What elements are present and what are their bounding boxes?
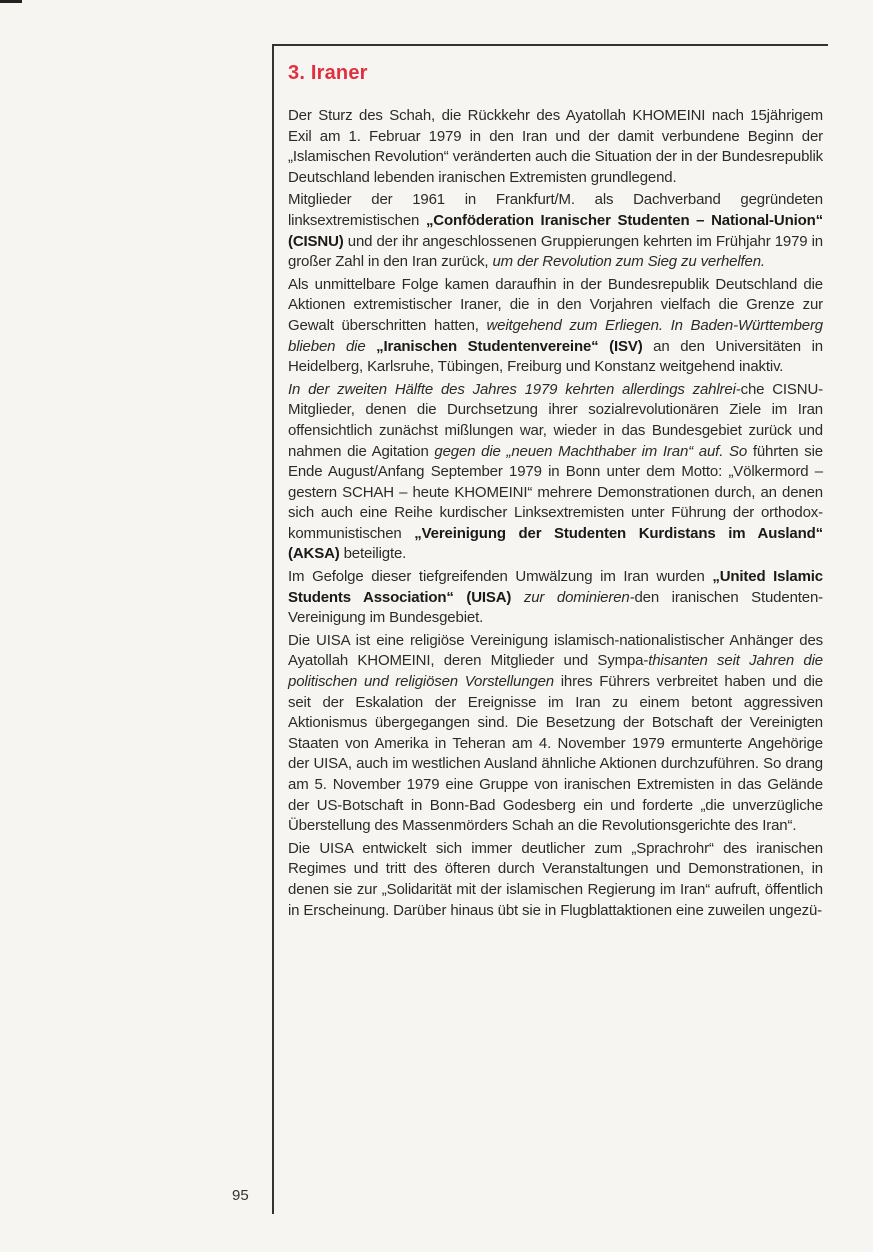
- paragraph: [288, 106, 823, 188]
- text-run: Der Sturz des Schah, die Rückkehr des Ayatollah KHOMEINI nach 15jährigem Exil am 1. Februar 1979 in den Iran und der damit verbundene Beginn der „Islamischen Revolution“ veränderten auch die Situation der in der Bundesrepublik Deutschland lebenden iranischen Extremisten grundlegend.: [288, 107, 823, 186]
- italic-text: weitgehend zum Erliegen. In Baden-Württemberg blieben die: [288, 316, 823, 355]
- page-content: [288, 62, 823, 923]
- text-run: che CISNU-Mitglieder, denen die Durchsetzung ihrer sozialrevolutionären Ziele im Iran offensichtlich zunächst mißlungen war, wieder in das Bundesgebiet zurück und nahmen die Agitation: [288, 380, 823, 460]
- text-run: führten sie Ende August/Anfang September 1979 in Bonn unter dem Motto: „Völkermord – gestern SCHAH – heute KHOMEINI“ mehrere Demonstrationen durch, an denen sich auch eine Reihe kurdischer Linksextremisten unter Führung der orthodox-kommunistischen: [288, 442, 823, 542]
- italic-text: In der zweiten Hälfte des Jahres 1979 kehrten allerdings zahlrei-: [288, 380, 741, 398]
- paragraph: [288, 631, 823, 837]
- section-heading: 3. Iraner: [288, 62, 368, 84]
- bold-term: „Vereinigung der Studenten Kurdistans im Ausland“ (AKSA): [288, 524, 823, 563]
- paragraph: [288, 190, 823, 272]
- italic-text: um der Revolution zum Sieg zu verhelfen.: [492, 253, 765, 271]
- paragraph: [288, 567, 823, 629]
- page-number: 95: [232, 1187, 249, 1204]
- text-run: [511, 589, 524, 606]
- italic-text: gegen die „neuen Machthaber im Iran“ auf. So: [434, 442, 748, 460]
- text-run: beteiligte.: [339, 545, 407, 563]
- paragraph: [288, 380, 823, 565]
- text-run: Im Gefolge dieser tiefgreifenden Umwälzung im Iran wurden: [288, 568, 713, 586]
- text-run: Als unmittelbare Folge kamen daraufhin in der Bundesrepublik Deutschland die Aktionen extremistischer Iraner, die in den Vorjahren vielfach die Grenze zur Gewalt überschritten hatten,: [288, 275, 823, 334]
- bold-term: „Iranischen Studentenvereine“ (ISV): [376, 337, 643, 355]
- italic-text: zur dominieren-: [523, 588, 635, 606]
- text-run: Die UISA entwickelt sich immer deutlicher zum „Sprachrohr“ des iranischen Regimes und tritt des öfteren durch Veranstaltungen und Demonstrationen, in denen sie zur „Solidarität mit der islamischen Regierung im Iran“ aufruft, öffentlich in Erscheinung. Darüber hinaus übt sie in Flugblattaktionen eine zuweilen ungezü-: [288, 839, 823, 919]
- paragraph: [288, 839, 823, 921]
- text-run: und der ihr angeschlossenen Gruppierungen kehrten im Frühjahr 1979 in großer Zahl in den Iran zurück,: [288, 232, 823, 271]
- bold-term: „Conföderation Iranischer Studenten – National-Union“ (CISNU): [288, 211, 823, 250]
- text-run: [366, 338, 377, 355]
- text-run: Die UISA ist eine religiöse Vereinigung islamisch-nationalistischer Anhänger des Ayatollah KHOMEINI, deren Mitglieder und Sympa-: [288, 631, 823, 670]
- body-text: [288, 106, 823, 921]
- corner-crop-mark: [0, 0, 22, 16]
- paragraph: [288, 275, 823, 378]
- bold-term: „United Islamic Students Association“ (UISA): [288, 568, 823, 606]
- italic-text: thisanten seit Jahren die politischen und religiösen Vorstellungen: [288, 652, 823, 691]
- text-run: Mitglieder der 1961 in Frankfurt/M. als Dachverband gegründeten linksextremistischen: [288, 191, 823, 229]
- text-run: den iranischen Studenten-Vereinigung im Bundesgebiet.: [288, 588, 824, 627]
- text-run: ihres Führers verbreitet haben und die seit der Eskalation der Ereignisse im Iran zu einem betont aggressiven Aktionismus übergegangen sind. Die Besetzung der Botschaft der Vereinigten Staaten von Amerika in Teheran am 4. November 1979 ermunterte Angehörige der UISA, auch im westlichen Ausland ähnliche Aktionen durchzuführen. So drang am 5. November 1979 eine Gruppe von iranischen Extremisten in das Gelände der US-Botschaft in Bonn-Bad Godesberg ein und forderte „die unverzügliche Überstellung des Massenmörders Schah an die Revolutionsgerichte des Iran“.: [288, 673, 823, 835]
- text-run: an den Universitäten in Heidelberg, Karlsruhe, Tübingen, Freiburg und Konstanz weitgehend inaktiv.: [288, 337, 823, 376]
